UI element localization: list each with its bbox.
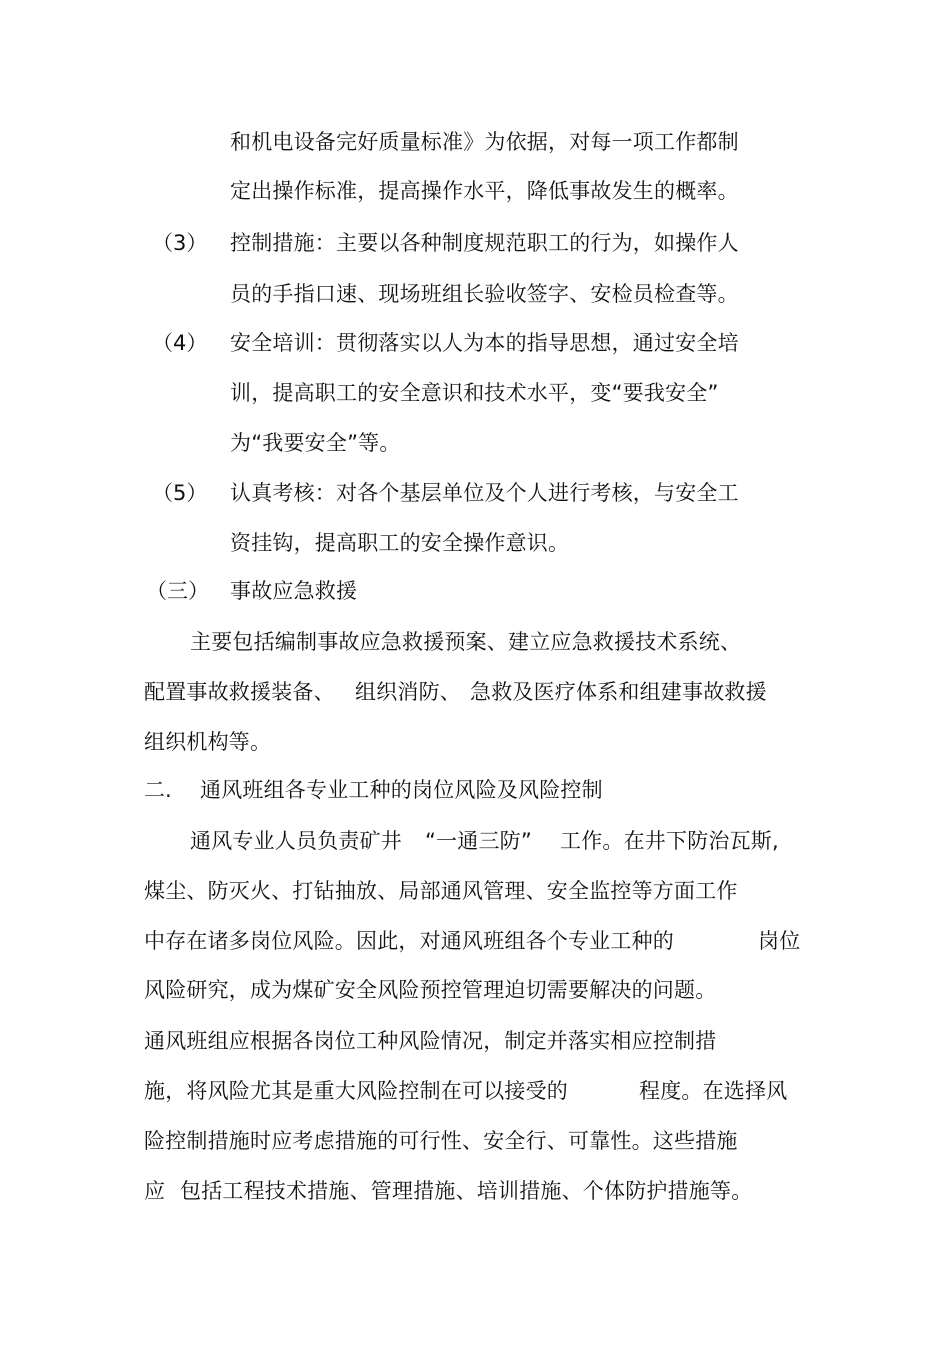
- text-line: 安全培训：贯彻落实以人为本的指导思想，通过安全培: [230, 331, 739, 355]
- text-line: 为“我要安全”等。: [230, 431, 401, 455]
- section-marker: （三）: [146, 579, 209, 603]
- text-line: 和机电设备完好质量标准》为依据，对每一项工作都制: [230, 130, 739, 154]
- text-line: 施，将风险尤其是重大风险控制在可以接受的: [144, 1079, 568, 1103]
- list-marker: （5）: [152, 481, 208, 505]
- text-line: 急救及医疗体系和组建事故救援: [470, 680, 767, 704]
- text-line: 定出操作标准，提高操作水平，降低事故发生的概率。: [230, 179, 739, 203]
- section-marker: 二.: [144, 778, 172, 802]
- text-line: 工作。在井下防治瓦斯,: [560, 829, 779, 853]
- text-line: 组织机构等。: [144, 730, 272, 754]
- text-line: 岗位: [758, 929, 801, 953]
- text-line: 风险研究，成为煤矿安全风险预控管理迫切需要解决的问题。: [144, 978, 717, 1002]
- text-line: “一通三防”: [425, 829, 532, 853]
- text-line: 组织消防、: [355, 680, 461, 704]
- text-line: 主要包括编制事故应急救援预案、建立应急救援技术系统、: [190, 630, 742, 654]
- text-line: 认真考核：对各个基层单位及个人进行考核，与安全工: [230, 481, 739, 505]
- text-line: 险控制措施时应考虑措施的可行性、安全行、可靠性。这些措施: [144, 1129, 738, 1153]
- list-marker: （4）: [152, 331, 208, 355]
- text-line: 煤尘、防灭火、打钻抽放、局部通风管理、安全监控等方面工作: [144, 879, 738, 903]
- text-line: 员的手指口速、现场班组长验收签字、安检员检查等。: [230, 282, 739, 306]
- text-line: 通风专业人员负责矿井: [190, 829, 402, 853]
- section-heading: 通风班组各专业工种的岗位风险及风险控制: [200, 778, 603, 802]
- list-marker: （3）: [152, 231, 208, 255]
- text-line: 程度。在选择风: [639, 1079, 788, 1103]
- text-line: 通风班组应根据各岗位工种风险情况，制定并落实相应控制措: [144, 1029, 717, 1053]
- text-line: 包括工程技术措施、管理措施、培训措施、个体防护措施等。: [180, 1179, 753, 1203]
- text-line: 应: [144, 1179, 166, 1203]
- section-heading: 事故应急救援: [230, 579, 358, 603]
- text-line: 资挂钩，提高职工的安全操作意识。: [230, 531, 570, 555]
- text-line: 中存在诸多岗位风险。因此，对通风班组各个专业工种的: [144, 929, 674, 953]
- text-line: 训，提高职工的安全意识和技术水平，变“要我安全”: [230, 381, 719, 405]
- text-line: 配置事故救援装备、: [144, 680, 335, 704]
- text-line: 控制措施：主要以各种制度规范职工的行为，如操作人: [230, 231, 739, 255]
